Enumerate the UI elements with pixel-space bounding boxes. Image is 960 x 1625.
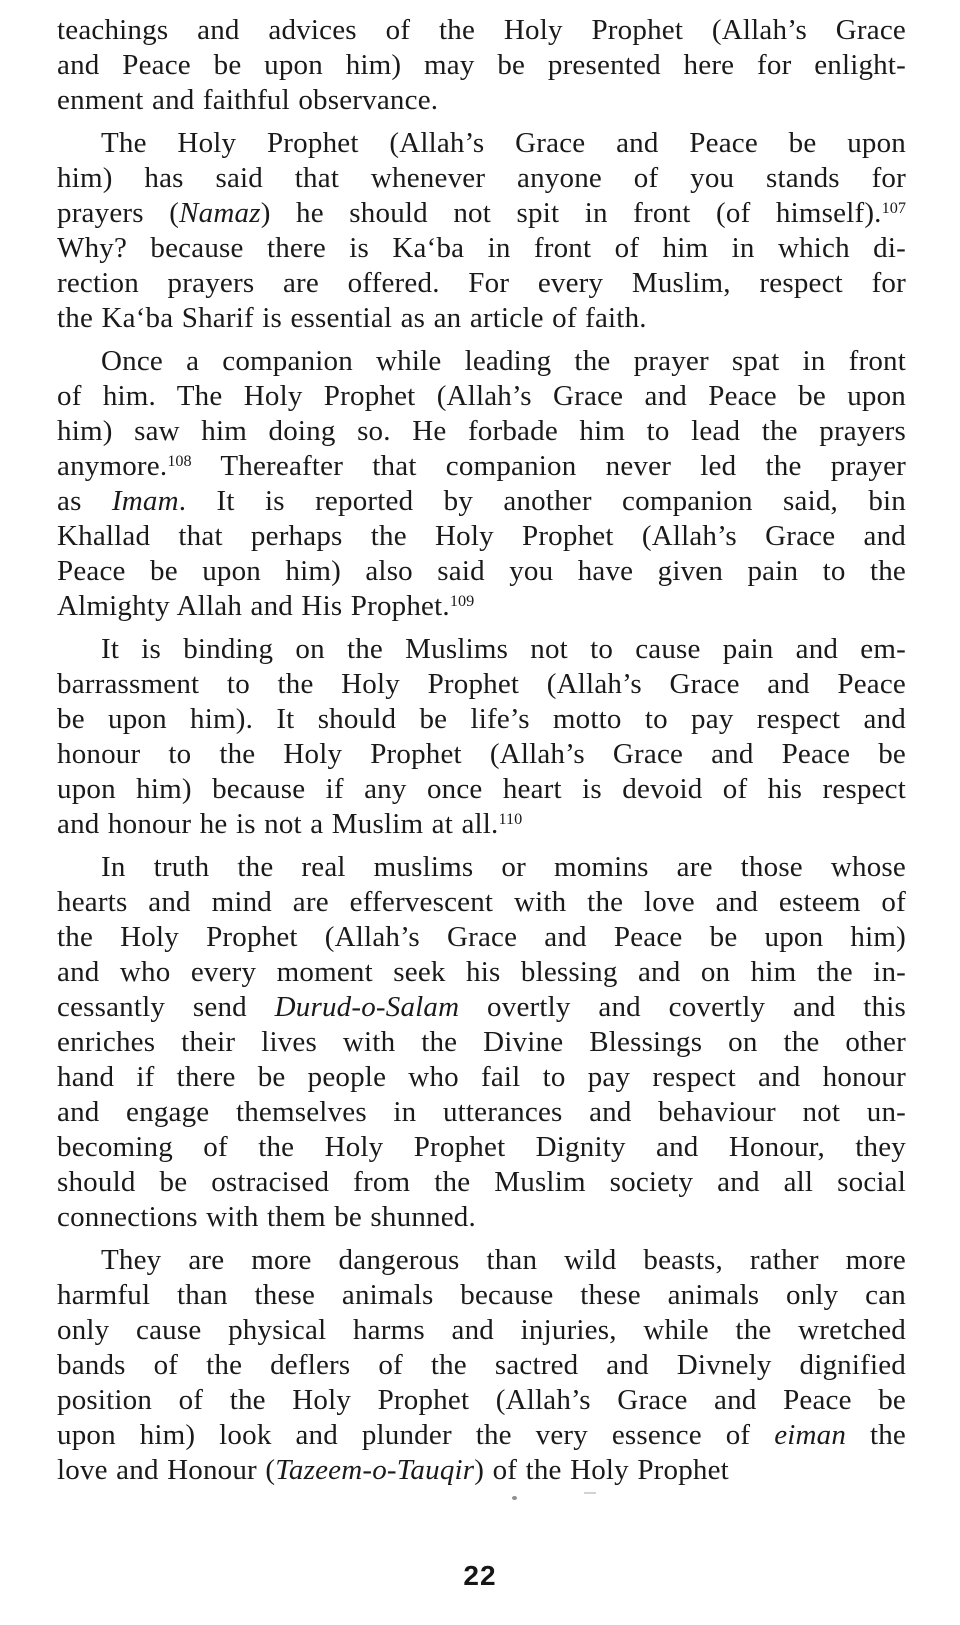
paragraph bbox=[57, 13, 906, 118]
text-line: him) has said that whenever anyone of you stands for bbox=[57, 162, 906, 194]
text-line: bands of the deflers of the sactred and Divnely dignified bbox=[57, 1349, 906, 1381]
text-line: honour to the Holy Prophet (Allah’s Grace and Peace be bbox=[57, 738, 906, 770]
text-line: Almighty Allah and His Prophet.$^{109}$ bbox=[57, 590, 475, 622]
text-line: and Peace be upon him) may be presented here for enlight- bbox=[57, 49, 906, 81]
paragraph bbox=[57, 344, 906, 624]
paragraph bbox=[57, 126, 906, 336]
text-line: becoming of the Holy Prophet Dignity and Honour, they bbox=[57, 1131, 906, 1163]
text-line: Khallad that perhaps the Holy Prophet (Allah’s Grace and bbox=[57, 520, 906, 552]
text-line: of him. The Holy Prophet (Allah’s Grace and Peace be upon bbox=[57, 380, 906, 412]
text-line: connections with them be shunned. bbox=[57, 1201, 476, 1233]
text-line: In truth the real muslims or momins are those whose bbox=[101, 851, 906, 883]
text-line: enriches their lives with the Divine Blessings on the other bbox=[57, 1026, 906, 1058]
text-line: upon him) because if any once heart is devoid of his respect bbox=[57, 773, 906, 805]
text-line: Why? because there is Ka‘ba in front of him in which di- bbox=[57, 232, 906, 264]
text-line: position of the Holy Prophet (Allah’s Grace and Peace be bbox=[57, 1384, 906, 1416]
text-line: They are more dangerous than wild beasts, rather more bbox=[101, 1244, 906, 1276]
text-line: cessantly send Durud-o-Salam overtly and covertly and this bbox=[57, 991, 906, 1023]
text-line: prayers (Namaz) he should not spit in front (of himself).$^{107}$ bbox=[57, 197, 906, 229]
text-line: him) saw him doing so. He forbade him to lead the prayers bbox=[57, 415, 906, 447]
text-line: and who every moment seek his blessing and on him the in- bbox=[57, 956, 906, 988]
page-number: 22 bbox=[463, 1560, 497, 1591]
text-line: harmful than these animals because these animals only can bbox=[57, 1279, 906, 1311]
text-line: only cause physical harms and injuries, while the wretched bbox=[57, 1314, 906, 1346]
text-line: rection prayers are offered. For every Muslim, respect for bbox=[57, 267, 906, 299]
text-line: the Holy Prophet (Allah’s Grace and Peace be upon him) bbox=[57, 921, 906, 953]
text-line: upon him) look and plunder the very essence of eiman the bbox=[57, 1419, 906, 1451]
paragraph bbox=[57, 1243, 906, 1488]
text-line: teachings and advices of the Holy Prophet (Allah’s Grace bbox=[57, 14, 906, 46]
text-line: hand if there be people who fail to pay respect and honour bbox=[57, 1061, 906, 1093]
scan-mark bbox=[584, 1492, 596, 1494]
text-line: as Imam. It is reported by another companion said, bin bbox=[57, 485, 906, 517]
text-line: hearts and mind are effervescent with the love and esteem of bbox=[57, 886, 906, 918]
paragraph bbox=[57, 850, 906, 1235]
scan-speck bbox=[512, 1496, 517, 1500]
text-line: the Ka‘ba Sharif is essential as an article of faith. bbox=[57, 302, 647, 334]
paragraph bbox=[57, 632, 906, 842]
text-line: Peace be upon him) also said you have given pain to the bbox=[57, 555, 906, 587]
text-line: and engage themselves in utterances and behaviour not un- bbox=[57, 1096, 906, 1128]
text-line: love and Honour (Tazeem-o-Tauqir) of the Holy Prophet bbox=[57, 1454, 729, 1486]
text-line: It is binding on the Muslims not to cause pain and em- bbox=[101, 633, 906, 665]
text-line: be upon him). It should be life’s motto to pay respect and bbox=[57, 703, 906, 735]
text-line: barrassment to the Holy Prophet (Allah’s Grace and Peace bbox=[57, 668, 906, 700]
text-line: The Holy Prophet (Allah’s Grace and Peace be upon bbox=[101, 127, 906, 159]
text-line: enment and faithful observance. bbox=[57, 84, 439, 116]
text-line: Once a companion while leading the prayer spat in front bbox=[101, 345, 906, 377]
text-line: anymore.$^{108}$ Thereafter that companion never led the prayer bbox=[57, 450, 906, 482]
text-line: should be ostracised from the Muslim society and all social bbox=[57, 1166, 906, 1198]
text-line: and honour he is not a Muslim at all.$^{110}$ bbox=[57, 808, 523, 840]
